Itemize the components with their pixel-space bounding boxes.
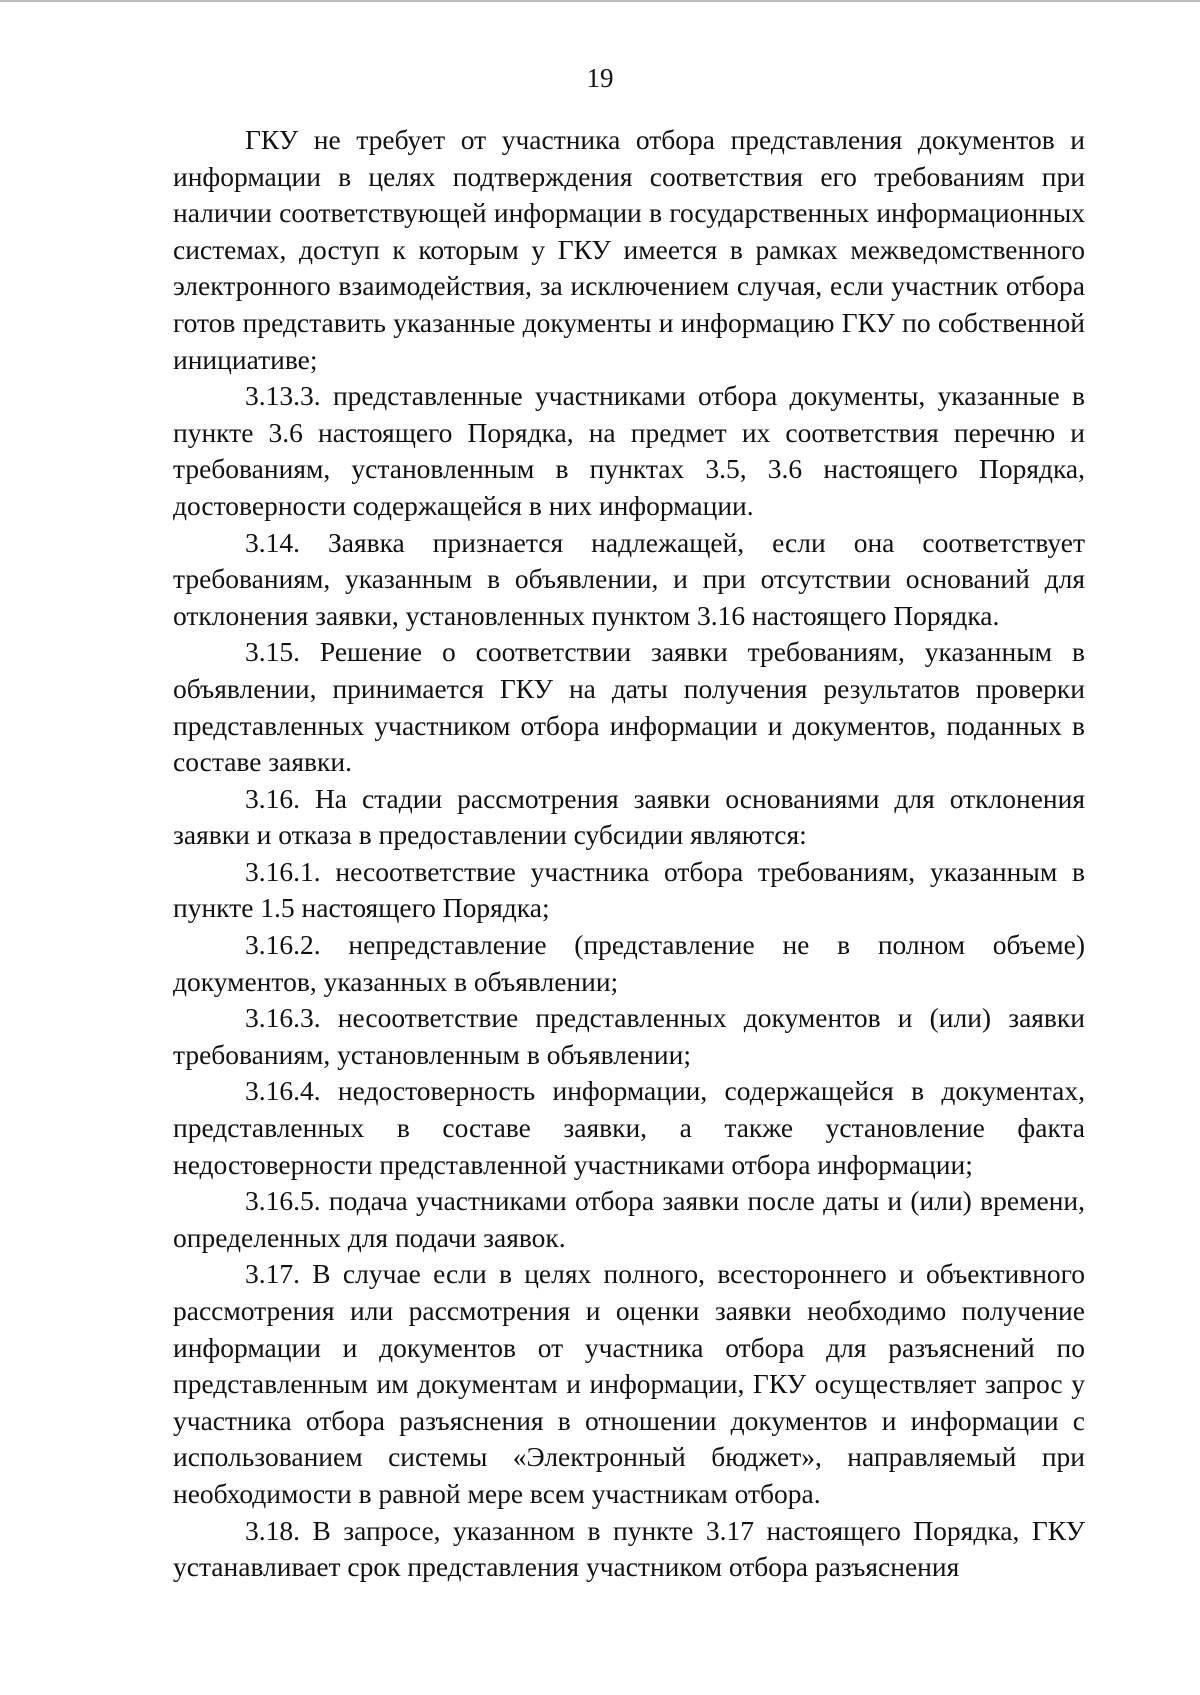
paragraph-3-15: 3.15. Решение о соответствии заявки требованиям, указанным в объявлении, принимается ГКУ на даты получения результатов проверки представленных участником отбора информации и документов, поданных в составе заявки.: [173, 636, 1085, 778]
paragraph-3-16: 3.16. На стадии рассмотрения заявки основаниями для отклонения заявки и отказа в предоставлении субсидии являются:: [173, 782, 1085, 851]
paragraph-3-17: 3.17. В случае если в целях полного, всестороннего и объективного рассмотрения или рассмотрения и оценки заявки необходимо получение информации и документов от участника отбора для разъяснений по представленным им документам и информации, ГКУ осуществляет запрос у участника отбора разъяснения в отношении документов и информации с использованием системы «Электронный бюджет», направляемый при необходимости в равной мере всем участникам отбора.: [173, 1258, 1085, 1509]
paragraph-3-16-5: 3.16.5. подача участниками отбора заявки после даты и (или) времени, определенных для подачи заявок.: [173, 1185, 1085, 1253]
paragraph-3-16-2: 3.16.2. непредставление (представление не в полном объеме) документов, указанных в объявлении;: [173, 929, 1085, 997]
document-body: [173, 122, 1085, 1586]
paragraph-3-13-3: 3.13.3. представленные участниками отбора документы, указанные в пункте 3.6 настоящего Порядка, на предмет их соответствия перечню и требованиям, установленным в пунктах 3.5, 3.6 настоящего Порядка, достоверности содержащейся в них информации.: [173, 380, 1085, 521]
paragraph-3-16-3: 3.16.3. несоответствие представленных документов и (или) заявки требованиям, установленным в объявлении;: [173, 1002, 1085, 1070]
paragraph-3-16-1: 3.16.1. несоответствие участника отбора требованиям, указанным в пункте 1.5 настоящего Порядка;: [173, 855, 1085, 924]
scan-top-edge: [0, 0, 1200, 2]
paragraph-3-14: 3.14. Заявка признается надлежащей, если она соответствует требованиям, указанным в объявлении, и при отсутствии оснований для отклонения заявки, установленных пунктом 3.16 настоящего Порядка.: [173, 526, 1085, 631]
paragraph-3-18: 3.18. В запросе, указанном в пункте 3.17 настоящего Порядка, ГКУ устанавливает срок представления участником отбора разъяснения: [173, 1514, 1085, 1583]
paragraph-3-16-4: 3.16.4. недостоверность информации, содержащейся в документах, представленных в составе заявки, а также установление факта недостоверности представленной участниками отбора информации;: [173, 1075, 1085, 1180]
paragraph-gku-requirements: ГКУ не требует от участника отбора представления документов и информации в целях подтверждения соответствия его требованиям при наличии соответствующей информации в государственных информационных системах, доступ к которым у ГКУ имеется в рамках межведомственного электронного взаимодействия, за исключением случая, если участник отбора готов представить указанные документы и информацию ГКУ по собственной инициативе;: [173, 124, 1085, 375]
page-number: 19: [586, 63, 614, 93]
